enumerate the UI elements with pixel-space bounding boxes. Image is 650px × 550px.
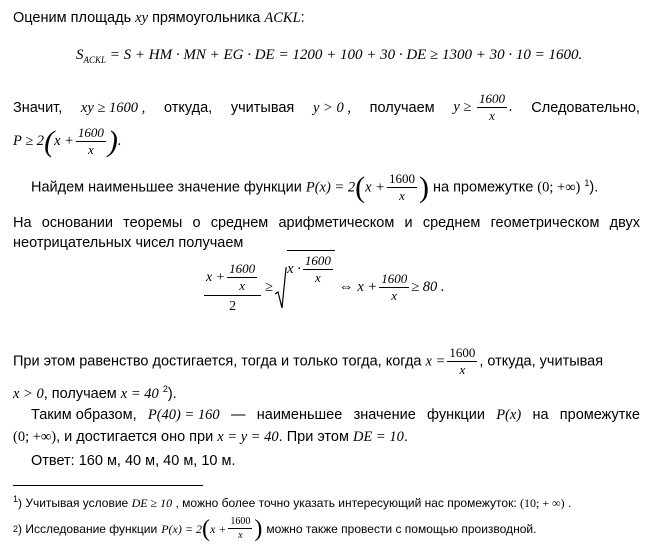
sqrt-body bbox=[287, 250, 335, 286]
x-times: x · bbox=[287, 260, 301, 277]
para-6 bbox=[13, 346, 603, 378]
sqrt-symbol bbox=[275, 266, 287, 310]
fraction bbox=[76, 126, 106, 158]
frac-num: 1600 bbox=[76, 126, 106, 142]
fraction bbox=[379, 272, 409, 304]
frac-den: x bbox=[239, 278, 246, 294]
fn-text-2: , можно более точно указать интересующий нас промежуток: bbox=[175, 496, 517, 510]
frac-num: 1600 bbox=[227, 262, 257, 278]
para-8 bbox=[31, 406, 640, 424]
ineq-xy: xy ≥ 1600 , bbox=[80, 99, 146, 116]
frac-num: 1600 bbox=[387, 172, 417, 188]
mean-num bbox=[204, 262, 261, 296]
word: учитывая bbox=[230, 99, 295, 116]
word: функции bbox=[427, 407, 485, 423]
word: получаем bbox=[369, 99, 435, 116]
word: На bbox=[13, 215, 32, 231]
xy-40: x = y = 40 bbox=[217, 429, 279, 445]
p-ge: P ≥ 2 bbox=[13, 133, 45, 150]
paren-right: ) bbox=[254, 515, 263, 542]
word: Значит, bbox=[13, 99, 63, 116]
p4-text: Найдем наименьшее значение функции bbox=[31, 179, 302, 196]
ge-80: ≥ 80 . bbox=[411, 279, 445, 296]
period: . bbox=[403, 429, 408, 445]
answer-line bbox=[31, 452, 236, 470]
para-2 bbox=[13, 92, 640, 124]
word: арифметическом bbox=[278, 215, 395, 231]
p9-text: , и достигается оно при bbox=[56, 429, 214, 445]
interval: (0; +∞) bbox=[13, 429, 57, 445]
x-plus: x + bbox=[54, 133, 74, 150]
para-5-line-2 bbox=[13, 234, 243, 252]
word: Таким образом, bbox=[31, 407, 137, 423]
var-xy: xy bbox=[135, 10, 149, 26]
frac-den: x bbox=[459, 362, 466, 378]
rect-name: ACKL bbox=[264, 10, 301, 26]
ge-sign: ≥ bbox=[265, 279, 274, 296]
word: значение bbox=[353, 407, 416, 423]
fraction bbox=[303, 254, 333, 286]
x-plus: x + bbox=[365, 179, 385, 196]
frac-den: x bbox=[391, 288, 398, 304]
word: геометрическом bbox=[490, 215, 600, 231]
intro-text-2: прямоугольника bbox=[152, 10, 261, 26]
am-gm-inequality bbox=[202, 252, 445, 314]
word: о bbox=[192, 215, 201, 231]
frac-num: 1600 bbox=[447, 346, 477, 362]
p7-text: , получаем bbox=[43, 385, 117, 402]
fraction bbox=[447, 346, 477, 378]
eq-body: = S + HM · MN + EG · DE = 1200 + 100 + 30 · DE ≥ 1300 + 30 · 10 = 1600. bbox=[109, 47, 583, 63]
intro-text: Оценим площадь bbox=[13, 10, 132, 26]
y-ge: y ≥ bbox=[453, 99, 472, 116]
fn-cond: DE ≥ 10 bbox=[131, 496, 173, 510]
word: и bbox=[404, 215, 413, 231]
frac-den: x bbox=[314, 269, 321, 285]
p4-text-2: на промежутке bbox=[432, 179, 534, 196]
mean-fraction bbox=[204, 262, 261, 314]
word: откуда, bbox=[163, 99, 213, 116]
fn-text: ) Учитывая условие bbox=[18, 496, 129, 510]
para-9 bbox=[13, 428, 408, 446]
frac-den: x bbox=[489, 108, 495, 124]
paren-close: ). bbox=[589, 179, 599, 196]
p40-value: P(40) = 160 bbox=[147, 407, 220, 423]
sqrt bbox=[275, 252, 335, 310]
period: . bbox=[117, 133, 122, 150]
para-7 bbox=[13, 380, 177, 403]
word: двух bbox=[609, 215, 640, 231]
word: наименьшее bbox=[256, 407, 343, 423]
word: теоремы bbox=[123, 215, 183, 231]
colon: : bbox=[300, 10, 305, 26]
para-5-line-1 bbox=[13, 214, 640, 232]
func-P: P(x) = 2 bbox=[305, 179, 356, 196]
frac-num: 1600 bbox=[477, 92, 507, 108]
eq-S: S bbox=[76, 47, 84, 63]
paren-close: ). bbox=[167, 385, 177, 402]
de-10: DE = 10 bbox=[352, 429, 404, 445]
x-plus: x + bbox=[209, 521, 227, 536]
dash: — bbox=[230, 407, 246, 423]
fraction bbox=[387, 172, 417, 204]
footnote-ref-2[interactable]: 2 bbox=[162, 384, 168, 394]
paren-left: ( bbox=[201, 515, 210, 542]
period: . bbox=[508, 99, 513, 116]
ineq-y-frac bbox=[453, 92, 512, 124]
para-4 bbox=[31, 172, 598, 204]
x-eq: x = bbox=[425, 353, 446, 370]
frac-num: 1600 bbox=[303, 254, 333, 270]
word: основании bbox=[41, 215, 113, 231]
x-plus: x + bbox=[357, 279, 378, 296]
x-positive: x > 0 bbox=[13, 385, 44, 402]
paren-left: ( bbox=[44, 124, 55, 158]
footnote-ref-1[interactable]: 1 bbox=[584, 177, 590, 188]
intro-line bbox=[13, 9, 305, 27]
perimeter-ineq bbox=[13, 126, 122, 158]
frac-den: x bbox=[238, 530, 243, 541]
p6-text: При этом равенство достигается, тогда и только тогда, когда bbox=[13, 353, 422, 370]
fn-func: P(x) = 2 bbox=[161, 521, 202, 536]
period: . bbox=[568, 496, 572, 510]
footnote-divider bbox=[13, 485, 203, 486]
word: среднем bbox=[422, 215, 481, 231]
p9-text-2: . При этом bbox=[278, 429, 349, 445]
x-plus: x + bbox=[206, 270, 226, 286]
answer-text: Ответ: 160 м, 40 м, 40 м, 10 м. bbox=[31, 453, 236, 469]
frac-num: 1600 bbox=[230, 516, 251, 527]
frac-den: x bbox=[88, 142, 94, 158]
word: среднем bbox=[210, 215, 269, 231]
paren-left: ( bbox=[355, 170, 366, 204]
fn-text-2: можно также провести с помощью производной. bbox=[266, 521, 537, 536]
fraction bbox=[227, 262, 257, 294]
interval: (0; +∞) bbox=[537, 179, 581, 196]
footnote-1 bbox=[13, 491, 571, 511]
fn-num: 1 bbox=[13, 494, 19, 504]
area-equation bbox=[76, 46, 582, 69]
eq-sub: ACKL bbox=[83, 55, 107, 65]
word: промежутке bbox=[559, 407, 640, 423]
frac-num: 1600 bbox=[379, 272, 409, 288]
func-P: P(x) bbox=[496, 407, 522, 423]
p6-text-2: , откуда, учитывая bbox=[479, 353, 604, 370]
fraction bbox=[477, 92, 507, 124]
iff-arrow: ⇔ bbox=[338, 279, 354, 296]
mean-den: 2 bbox=[229, 298, 237, 314]
p5-text: неотрицательных чисел получаем bbox=[13, 235, 244, 251]
footnote-2 bbox=[13, 516, 536, 541]
x-40: x = 40 bbox=[120, 385, 159, 402]
word: на bbox=[532, 407, 549, 423]
frac-den: x bbox=[399, 188, 405, 204]
ineq-y: y > 0 , bbox=[312, 99, 351, 116]
fraction bbox=[228, 516, 252, 541]
fn-text: ) Исследование функции bbox=[18, 521, 158, 536]
fn-interval: (10; + ∞) bbox=[520, 496, 565, 510]
word: Следовательно, bbox=[531, 99, 640, 116]
paren-right: ) bbox=[107, 124, 118, 158]
fn-num: 2 bbox=[13, 523, 19, 534]
paren-right: ) bbox=[418, 170, 429, 204]
